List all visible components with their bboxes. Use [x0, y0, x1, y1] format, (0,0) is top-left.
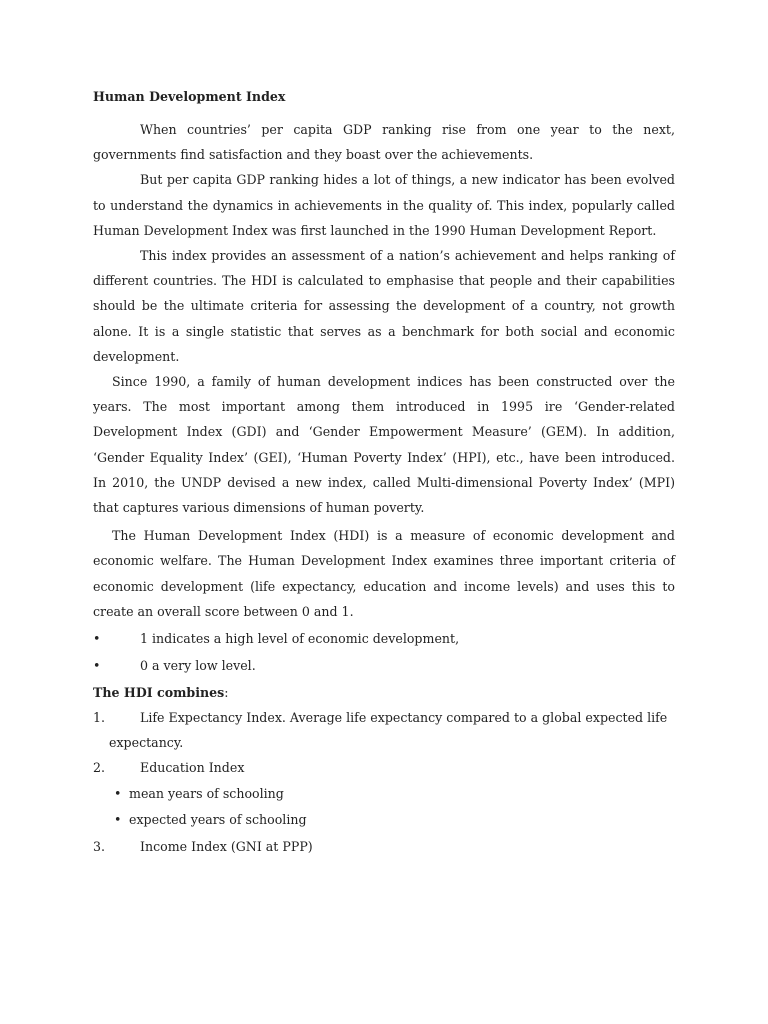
list-item — [93, 653, 675, 680]
paragraph-hdi-measure: The Human Development Index (HDI) is a measure of economic development and economic welfare. The Human Development Index examines three important criteria of economic development (life expectancy, education and income levels) and uses this to create an overall score between 0 and 1. — [93, 528, 675, 619]
list-item-text: Life Expectancy Index. Average life expectancy compared to a global expected life — [140, 710, 668, 726]
paragraph-gdp-ranking: When countries’ per capita GDP ranking rise from one year to the next, governments find satisfaction and they boast over the achievements. — [93, 122, 675, 163]
list-item-text: Income Index (GNI at PPP) — [140, 838, 313, 854]
list-item-text: Education Index — [140, 760, 245, 776]
list-item — [93, 705, 675, 755]
paragraph-index-assessment: This index provides an assessment of a nation’s achievement and helps ranking of different countries. The HDI is calculated to emphasise that people and their capabilities should be the ultimate criteria for assessing the development of a country, not growth alone. It is a single statistic that serves as a benchmark for both social and economic development. — [93, 248, 675, 364]
list-item — [93, 626, 675, 653]
combines-heading — [93, 680, 675, 705]
list-item-text: mean years of schooling — [129, 785, 284, 801]
document-title: Human Development Index — [93, 89, 286, 104]
list-item-text: expected years of schooling — [129, 812, 307, 828]
list-number: 3. — [93, 838, 106, 854]
bullet-icon: • — [93, 631, 101, 647]
list-item — [93, 755, 675, 780]
list-item — [93, 834, 675, 859]
bullet-icon: • — [93, 657, 101, 673]
list-item-text: 1 indicates a high level of economic development, — [140, 631, 460, 647]
list-item-continuation: expectancy. — [109, 735, 184, 751]
bullet-icon: • — [114, 812, 122, 828]
list-item — [93, 807, 675, 834]
paragraph-new-indicator: But per capita GDP ranking hides a lot of things, a new indicator has been evolved to understand the dynamics in achievements in the quality of. This index, popularly called Human Development Index was first launched in the 1990 Human Development Report. — [93, 172, 675, 238]
bullet-icon: • — [114, 785, 122, 801]
hdi-components-list — [93, 705, 675, 859]
education-sub-list — [93, 781, 675, 834]
education-sub-list-wrapper — [93, 781, 675, 834]
hdi-score-list — [93, 626, 675, 679]
combines-heading-colon: : — [224, 685, 229, 701]
paragraph-family-of-indices: Since 1990, a family of human development indices has been constructed over the years. The most important among them introduced in 1995 ire ‘Gender-related Development Index (GDI) and ‘Gender Empowerment Measure’ (GEM). In addition, ‘Gender Equality Index’ (GEI), ‘Human Poverty Index’ (HPI), etc., have been introduced. In 2010, the UNDP devised a new index, called Multi-dimensional Poverty Index’ (MPI) that captures various dimensions of human poverty. — [93, 374, 675, 516]
document-body — [93, 87, 675, 859]
list-number: 1. — [93, 710, 106, 726]
combines-heading-text: The HDI combines — [93, 685, 225, 701]
list-item — [93, 781, 675, 808]
list-item-text: 0 a very low level. — [140, 657, 256, 673]
list-number: 2. — [93, 760, 106, 776]
